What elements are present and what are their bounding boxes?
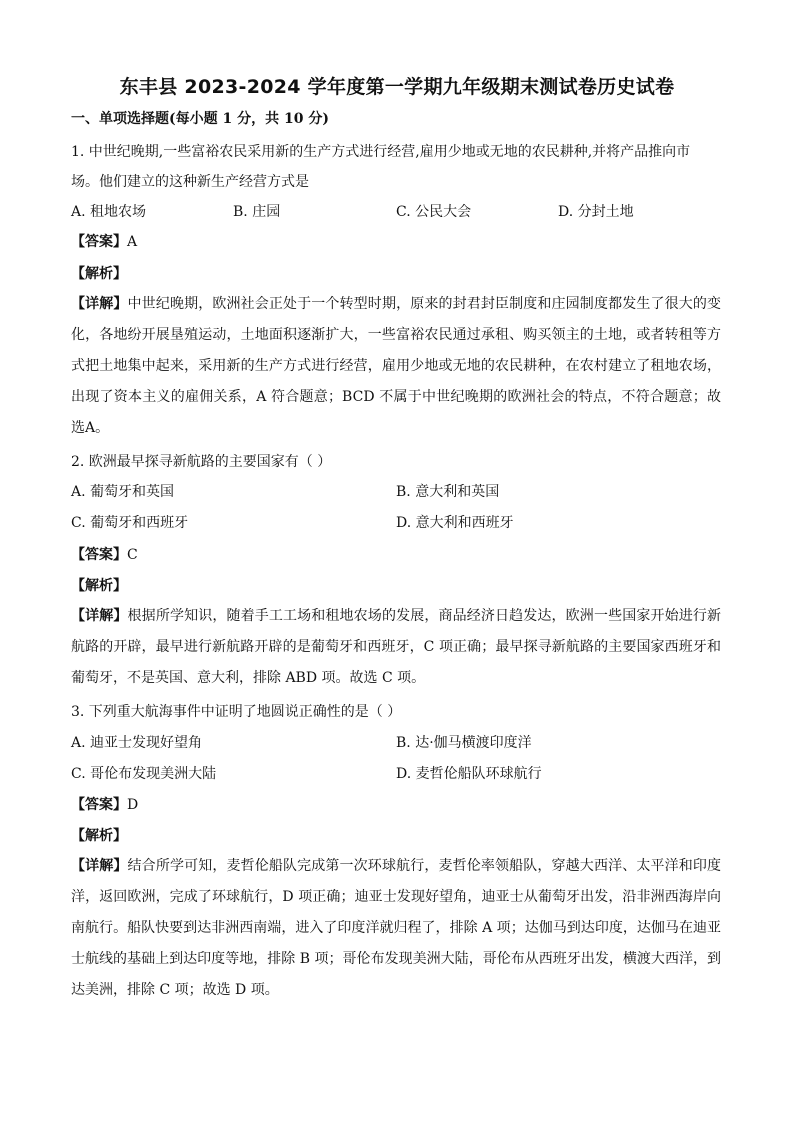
question-1-detail: [71, 289, 721, 444]
answer-label: 【答案】: [71, 547, 127, 563]
question-2-detail: [71, 601, 721, 694]
answer-value: D: [127, 797, 139, 813]
question-2-stem: 2. 欧洲最早探寻新航路的主要国家有（ ）: [71, 454, 332, 470]
question-3-answer: [71, 795, 138, 815]
question-2-analysis-label: 【解析】: [71, 578, 127, 594]
detail-line: 化，各地纷开展垦殖运动，土地面积逐渐扩大，一些富裕农民通过承租、购买领主的土地，或者转租等方: [71, 327, 721, 343]
answer-label: 【答案】: [71, 234, 127, 250]
question-3-option-a: A. 迪亚士发现好望角: [71, 735, 203, 751]
question-3-analysis-label: 【解析】: [71, 828, 127, 844]
question-2-answer: [71, 545, 138, 565]
detail-line: A。: [85, 420, 110, 436]
answer-value: A: [127, 234, 138, 250]
detail-line: 中世纪晚期，欧洲社会正处于一个转型时期，原来的封君封臣制度和庄园制度都发生了很大的变: [127, 296, 722, 312]
question-1-option-a: A. 租地农场: [71, 204, 147, 220]
answer-label: 【答案】: [71, 797, 127, 813]
question-3-option-c: C. 哥伦布发现美洲大陆: [71, 766, 217, 782]
question-3-option-d: D. 麦哲伦船队环球航行: [396, 766, 542, 782]
question-3-detail: [71, 851, 721, 1006]
detail-line: 葡萄牙，不是英国、意大利，排除 ABD 项。故选 C 项。: [71, 670, 426, 686]
detail-line: 出现了资本主义的雇佣关系，A 符合题意；BCD 不属于中世纪晚期的欧洲社会的特点，不符合题意；故选: [71, 389, 721, 436]
detail-line: 洋，返回欧洲，完成了环球航行，D 项正确；迪亚士发现好望角，迪亚士从葡萄牙出发，沿非洲西海岸向: [71, 889, 721, 905]
detail-label: 【详解】: [71, 858, 128, 874]
answer-value: C: [127, 547, 138, 563]
question-2-option-d: D. 意大利和西班牙: [396, 515, 514, 531]
question-1-answer: [71, 232, 137, 252]
question-1-option-c: C. 公民大会: [396, 204, 472, 220]
question-2-option-c: C. 葡萄牙和西班牙: [71, 515, 189, 531]
question-1-option-b: B. 庄园: [233, 204, 281, 220]
detail-line: 航路的开辟，最早进行新航路开辟的是葡萄牙和西班牙，C 项正确；最早探寻新航路的主要国家西班牙和: [71, 639, 721, 655]
question-1-stem-line-2: 场。他们建立的这种新生产经营方式是: [71, 174, 309, 190]
detail-line: 达美洲，排除 C 项；故选 D 项。: [71, 982, 279, 998]
detail-line: 士航线的基础上到达印度等地，排除 B 项；哥伦布发现美洲大陆，哥伦布从西班牙出发，横渡大西洋，到: [71, 951, 721, 967]
question-3-stem: 3. 下列重大航海事件中证明了地圆说正确性的是（ ）: [71, 704, 402, 720]
detail-line: 结合所学可知，麦哲伦船队完成第一次环球航行，麦哲伦率领船队，穿越大西洋、太平洋和印度: [127, 858, 722, 874]
question-2-option-a: A. 葡萄牙和英国: [71, 484, 175, 500]
detail-line: 式把土地集中起来，采用新的生产方式进行经营，雇用少地或无地的农民耕种，在农村建立了租地农场，: [71, 358, 721, 374]
detail-label: 【详解】: [71, 296, 128, 312]
question-1-option-d: D. 分封土地: [558, 204, 634, 220]
detail-label: 【详解】: [71, 608, 128, 624]
page-title: 东丰县 2023-2024 学年度第一学期九年级期末测试卷历史试卷: [119, 76, 675, 98]
detail-line: 南航行。船队快要到达非洲西南端，进入了印度洋就归程了，排除 A 项；达伽马到达印度，达伽马在迪亚: [71, 920, 721, 936]
section-heading: 一、单项选择题(每小题 1 分，共 10 分): [71, 111, 329, 127]
question-2-option-b: B. 意大利和英国: [396, 484, 500, 500]
question-1-stem-line-1: 1. 中世纪晚期,一些富裕农民采用新的生产方式进行经营,雇用少地或无地的农民耕种,并将产品推向市: [71, 144, 691, 160]
question-3-option-b: B. 达·伽马横渡印度洋: [396, 735, 532, 751]
question-1-analysis-label: 【解析】: [71, 266, 127, 282]
detail-line: 根据所学知识，随着手工工场和租地农场的发展，商品经济日趋发达，欧洲一些国家开始进行新: [127, 608, 722, 624]
